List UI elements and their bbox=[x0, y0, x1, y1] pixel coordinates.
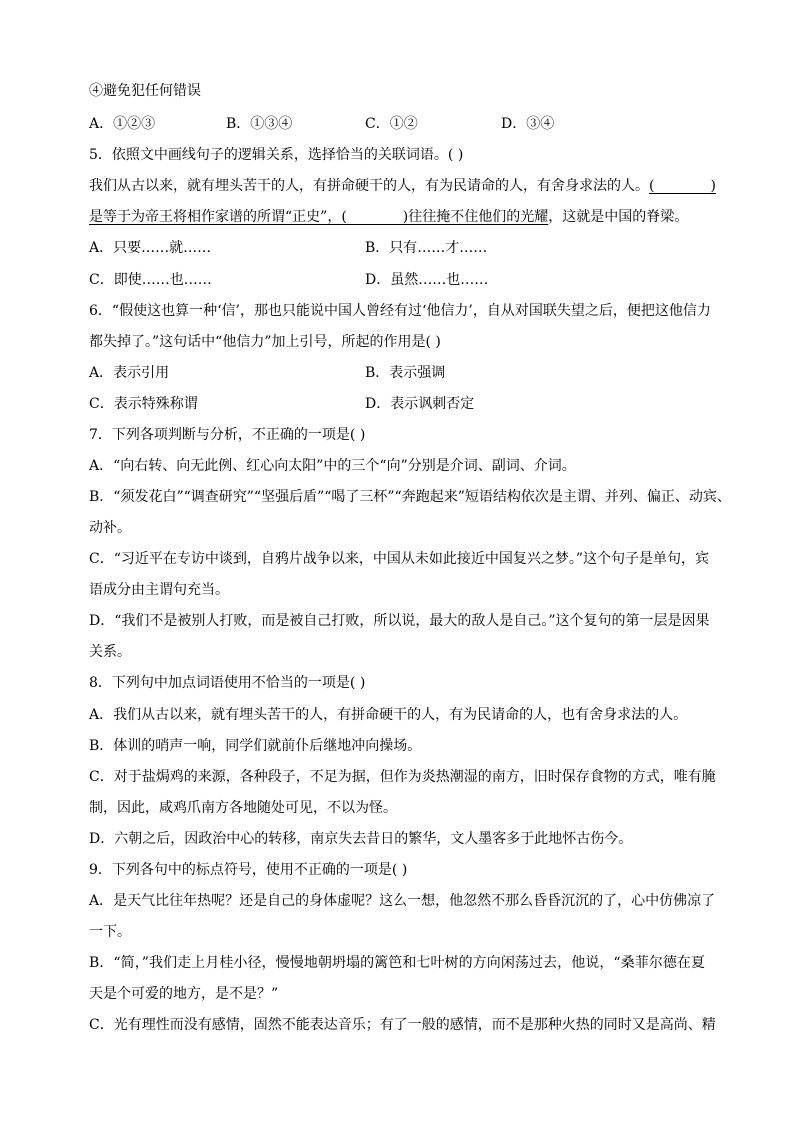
q6-option-a: A．表示引用 bbox=[89, 365, 170, 381]
q7-option-a: A．“向右转、向无此例、红心向太阳”中的三个“向”分别是介词、副词、介词。 bbox=[89, 458, 576, 474]
q5-blank-1: ( ) bbox=[649, 178, 716, 194]
q5-underlined-text: 是等于为帝王将相作家谱的所谓“正史”，( )往往掩不住他们的光耀 bbox=[89, 209, 549, 225]
q4-option-a: A．①②③ bbox=[89, 116, 156, 132]
q9-option-b-line2: 天是个可爱的地方，是不是？” bbox=[89, 986, 279, 1002]
q5-option-c: C．即使……也…… bbox=[89, 272, 212, 288]
q4-item-4: ④避免犯任何错误 bbox=[89, 83, 201, 99]
q7-option-b-line2: 动补。 bbox=[89, 520, 131, 536]
q7-option-c-line1: C．“习近平在专访中谈到，自鸦片战争以来，中国从未如此接近中国复兴之梦。”这个句子是单句，宾 bbox=[89, 551, 710, 567]
q7-stem: 7．下列各项判断与分析，不正确的一项是( ) bbox=[89, 427, 366, 443]
q9-option-c-line1: C．光有理性而没有感情，固然不能表达音乐；有了一般的感情，而不是那种火热的同时又是高尚、精 bbox=[89, 1017, 716, 1033]
q8-option-a: A．我们从古以来，就有埋头苦干的人，有拼命硬干的人，有为民请命的人，也有舍身求法的人。 bbox=[89, 707, 688, 723]
q4-option-b: B．①③④ bbox=[226, 116, 293, 132]
q4-option-d: D．③④ bbox=[501, 116, 555, 132]
q8-option-d: D．六朝之后，因政治中心的转移，南京失去昔日的繁华，文人墨客多于此地怀古伤今。 bbox=[89, 831, 633, 847]
q7-option-d-line2: 关系。 bbox=[89, 644, 131, 660]
q8-option-c-line1: C．对于盐焗鸡的来源，各种段子，不足为据，但作为炎热潮湿的南方，旧时保存食物的方式，唯有腌 bbox=[89, 769, 716, 785]
q8-option-b: B．体训的哨声一响，同学们就前仆后继地冲向操场。 bbox=[89, 738, 422, 754]
q5-passage-text: 我们从古以来，就有埋头苦干的人，有拼命硬干的人，有为民请命的人，有舍身求法的人。 bbox=[89, 178, 649, 194]
q8-option-c-line2: 制，因此，咸鸡爪南方各地随处可见，不以为怪。 bbox=[89, 800, 397, 816]
q9-stem: 9．下列各句中的标点符号，使用不正确的一项是( ) bbox=[89, 862, 408, 878]
q8-stem: 8．下列句中加点词语使用不恰当的一项是( ) bbox=[89, 675, 366, 691]
q6-option-d: D．表示讽刺否定 bbox=[365, 396, 475, 412]
q7-option-c-line2: 语成分由主谓句充当。 bbox=[89, 582, 229, 598]
q5-passage-line1 bbox=[89, 176, 716, 196]
q6-stem-line2: 都失掉了。”这句话中“他信力”加上引号，所起的作用是( ) bbox=[89, 334, 441, 350]
q4-option-c: C．①② bbox=[365, 116, 418, 132]
q5-passage-line2 bbox=[89, 207, 688, 227]
q7-option-b-line1: B．“须发花白”“调查研究”“坚强后盾”“喝了三杯”“奔跑起来”短语结构依次是主谓、并列、偏正、动宾、 bbox=[89, 489, 731, 505]
q9-option-a-line2: 一下。 bbox=[89, 924, 131, 940]
q7-option-d-line1: D．“我们不是被别人打败，而是被自己打败，所以说，最大的敌人是自己。”这个复句的第一层是因果 bbox=[89, 613, 710, 629]
q5-option-b: B．只有……才…… bbox=[365, 240, 488, 256]
q6-stem-line1: 6．“假使这也算一种‘信’，那也只能说中国人曾经有过‘他信力’，自从对国联失望之后，便把这他信力 bbox=[89, 303, 711, 319]
q6-option-b: B．表示强调 bbox=[365, 365, 446, 381]
q9-option-a-line1: A．是天气比往年热呢？还是自己的身体虚呢？这么一想，他忽然不那么昏昏沉沉的了，心中仿佛凉了 bbox=[89, 893, 716, 909]
q5-passage-tail: ，这就是中国的脊梁。 bbox=[548, 209, 689, 225]
q5-option-d: D．虽然……也…… bbox=[365, 272, 489, 288]
q5-option-a: A．只要……就…… bbox=[89, 240, 212, 256]
q5-stem: 5．依照文中画线句子的逻辑关系，选择恰当的关联词语。( ) bbox=[89, 147, 464, 163]
q6-option-c: C．表示特殊称谓 bbox=[89, 396, 198, 412]
q9-option-b-line1: B．“简，”我们走上月桂小径，慢慢地朝坍塌的篱笆和七叶树的方向闲荡过去，他说，“桑菲尔德在夏 bbox=[89, 955, 705, 971]
